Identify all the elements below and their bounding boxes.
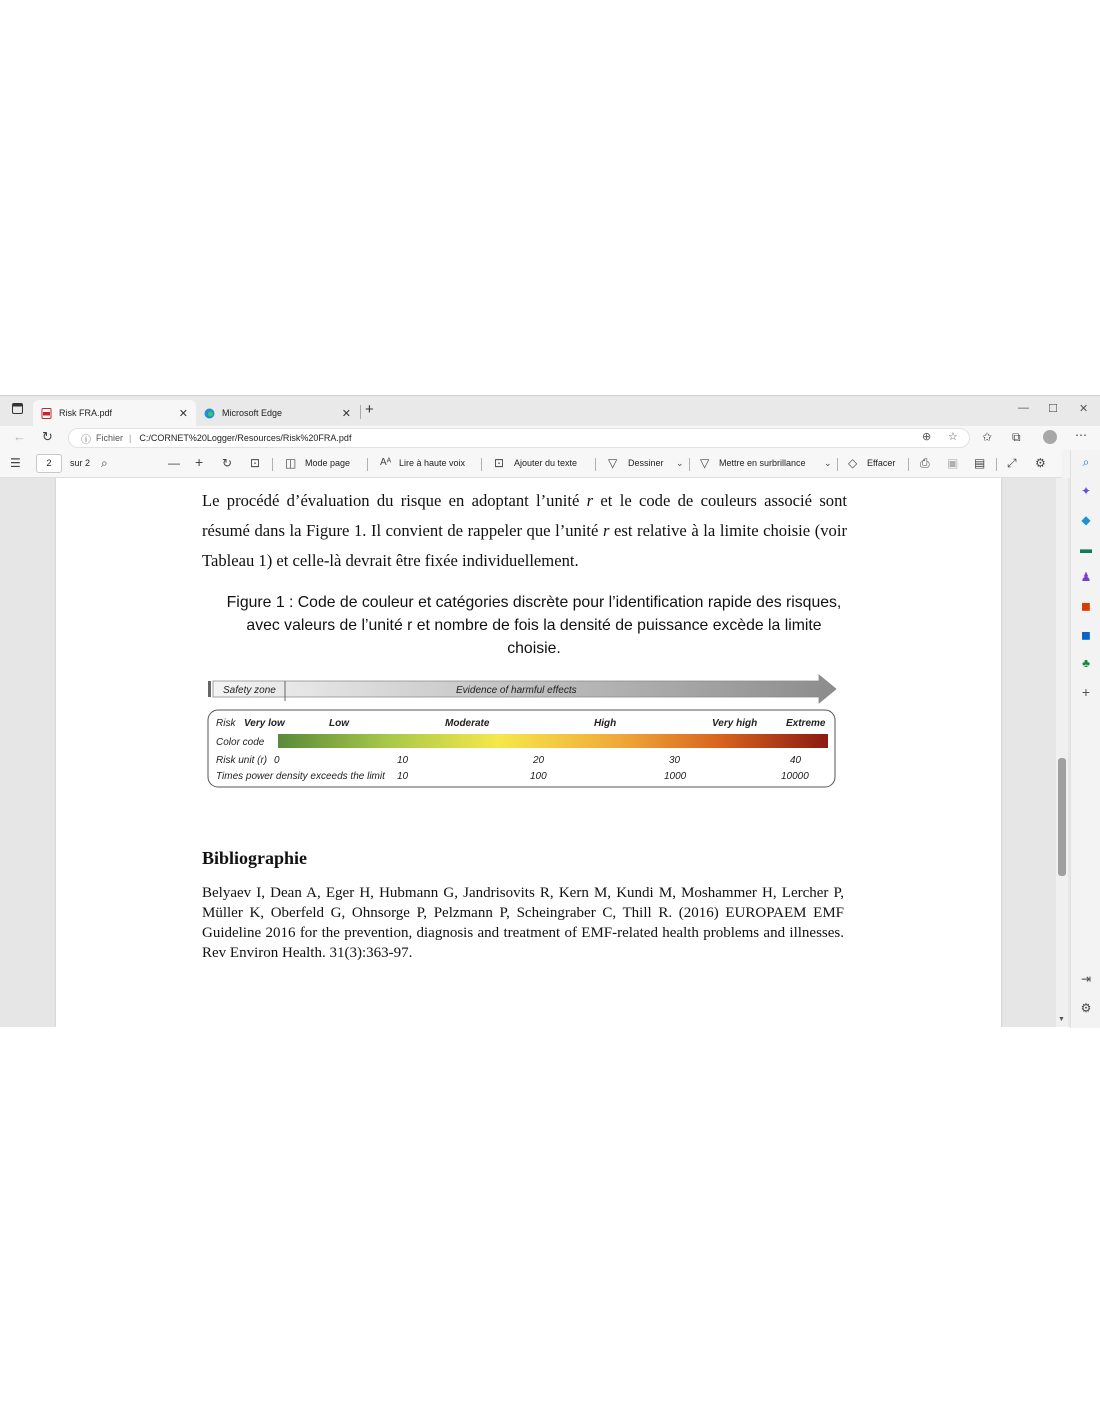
color-code-label: Color code (216, 737, 265, 748)
scheme-label: Fichier (96, 433, 124, 443)
times-exceeds-label: Times power density exceeds the limit (216, 771, 385, 782)
more-menu-icon[interactable]: ⋯ (1075, 428, 1087, 442)
evidence-label: Evidence of harmful effects (456, 685, 577, 696)
read-aloud-icon[interactable]: Aᴬ (380, 457, 392, 468)
maximize-icon[interactable]: ☐ (1048, 403, 1058, 415)
intro-paragraph: Le procédé d’évaluation du risque en adoptant l’unité r et le code de couleurs associé sont résumé dans la Figure 1. Il convient de rappeler que l’unité r est relative à la limite choisie (voir Tableau 1) et celle-là devrait être fixée individuellement. (202, 491, 847, 570)
erase-button[interactable]: Effacer (867, 458, 896, 468)
search-icon[interactable]: ⌕ (1082, 455, 1090, 469)
games-icon[interactable]: ♟ (1080, 570, 1092, 584)
unit-value: 10 (397, 755, 409, 766)
tab-microsoft-edge[interactable] (196, 400, 359, 426)
new-tab-icon[interactable]: + (365, 401, 374, 418)
page-number-input[interactable]: 2 (36, 454, 62, 473)
add-text-icon[interactable]: ⊡ (494, 456, 505, 470)
figure-caption: Figure 1 : Code de couleur et catégories discrète pour l’identification rapide des risques, avec valeurs de l’unité r et nombre de fois la densité de puissance excède la limite choisie. (226, 594, 842, 657)
url-text: C:/CORNET%20Logger/Resources/Risk%20FRA.pdf (139, 433, 352, 443)
close-tab-icon[interactable]: ✕ (341, 408, 351, 420)
draw-icon[interactable]: ▽ (608, 456, 618, 470)
tab-risk-fra[interactable] (33, 400, 196, 426)
toolbar-divider (908, 458, 909, 471)
print-icon[interactable]: ⎙ (920, 456, 930, 470)
address-bar (0, 426, 1100, 450)
sidebar-settings-icon[interactable]: ⚙ (1080, 1001, 1092, 1015)
edge-sidebar (1070, 450, 1100, 1028)
times-value: 100 (530, 771, 547, 782)
tab-title: Microsoft Edge (222, 408, 283, 418)
bibliography-entry: Belyaev I, Dean A, Eger H, Hubmann G, Jandrisovits R, Kern M, Kundi M, Moshammer H, Lercher P, Müller K, Oberfeld G, Ohnsorge P, Pelzmann P, Scheingraber C, Thill R. (2016) EUROPAEM EMF Guideline 2016 for the prevention, diagnosis and treatment of EMF-related health problems and illnesses. Rev Environ Health. 31(3):363-97. (202, 885, 844, 961)
fit-page-icon[interactable]: ⊡ (250, 456, 261, 470)
color-gradient-bar (278, 734, 828, 748)
arrow-start-bar (208, 681, 211, 697)
unit-value: 40 (790, 755, 802, 766)
draw-chevron-down-icon[interactable]: ⌄ (676, 458, 684, 468)
url-field[interactable] (68, 428, 970, 448)
scrollbar-thumb[interactable] (1058, 758, 1066, 876)
category-very-high: Very high (712, 718, 758, 729)
shopping-icon[interactable]: ◆ (1081, 513, 1091, 527)
minimize-icon[interactable]: — (1018, 402, 1029, 414)
save-icon[interactable]: ▣ (947, 456, 959, 470)
unit-value: 30 (669, 755, 681, 766)
toolbar-divider (837, 458, 838, 471)
refresh-icon[interactable]: ↻ (42, 429, 53, 444)
risk-unit-label: Risk unit (r) (216, 755, 268, 766)
bibliography-heading: Bibliographie (202, 848, 308, 868)
toolbar-divider (272, 458, 273, 471)
draw-button[interactable]: Dessiner (628, 458, 664, 468)
back-icon[interactable]: ← (13, 429, 26, 444)
times-value: 10000 (781, 771, 809, 782)
highlight-chevron-down-icon[interactable]: ⌄ (824, 458, 832, 468)
pdf-page (56, 478, 1001, 1027)
toolbar-divider (689, 458, 690, 471)
zoom-out-icon[interactable]: — (168, 456, 180, 470)
category-low: Low (329, 718, 349, 729)
times-value: 1000 (664, 771, 687, 782)
zoom-icon[interactable]: ⊕ (922, 431, 932, 443)
highlight-icon[interactable]: ▽ (700, 456, 710, 470)
mode-page-button[interactable]: Mode page (305, 458, 351, 468)
category-moderate: Moderate (445, 718, 490, 729)
safety-zone-label: Safety zone (223, 685, 276, 696)
toolbar-divider (481, 458, 482, 471)
eraser-icon[interactable]: ◇ (848, 456, 858, 470)
risk-color-figure (206, 673, 838, 793)
outlook-icon[interactable]: ◼ (1081, 628, 1091, 642)
fullscreen-icon[interactable]: ⤢ (1007, 456, 1017, 470)
tab-actions-icon[interactable] (12, 403, 23, 417)
close-window-icon[interactable]: ✕ (1079, 403, 1089, 415)
add-text-button[interactable]: Ajouter du texte (514, 458, 578, 468)
pdf-icon (41, 408, 52, 419)
scroll-down-icon[interactable]: ▼ (1058, 1016, 1065, 1023)
scheme-divider: | (129, 433, 132, 443)
highlight-button[interactable]: Mettre en surbrillance (719, 458, 806, 468)
profile-avatar[interactable] (1043, 430, 1057, 444)
search-icon[interactable]: ⌕ (101, 456, 108, 470)
add-sidebar-app-icon[interactable]: + (1081, 684, 1091, 700)
risk-row-label: Risk (216, 718, 236, 729)
times-value: 10 (397, 771, 409, 782)
toolbar-divider (996, 458, 997, 471)
category-high: High (594, 718, 617, 729)
copilot-icon[interactable]: ✦ (1080, 484, 1092, 498)
pdf-viewer[interactable] (0, 478, 1070, 1027)
favorites-icon[interactable]: ✩ (982, 430, 993, 444)
save-as-icon[interactable]: ▤ (974, 456, 986, 470)
contents-icon[interactable]: ☰ (10, 456, 21, 470)
drop-tree-icon[interactable]: ♣ (1082, 656, 1090, 670)
page-total: sur 2 (70, 458, 91, 468)
tab-title: Risk FRA.pdf (59, 408, 113, 418)
tab-divider (360, 405, 361, 419)
settings-icon[interactable]: ⚙ (1035, 456, 1046, 470)
collections-icon[interactable]: ⧉ (1012, 430, 1021, 444)
edge-logo-icon (204, 408, 215, 419)
tools-icon[interactable]: ▬ (1080, 542, 1092, 556)
zoom-in-icon[interactable]: + (195, 454, 204, 470)
unit-value: 0 (274, 755, 280, 766)
category-extreme: Extreme (786, 718, 826, 729)
unit-value: 20 (533, 755, 545, 766)
rotate-icon[interactable]: ↻ (222, 456, 233, 470)
page-view-icon[interactable]: ◫ (285, 456, 297, 470)
category-very-low: Very low (244, 718, 285, 729)
read-aloud-button[interactable]: Lire à haute voix (399, 458, 466, 468)
office-icon[interactable]: ◼ (1081, 599, 1091, 613)
tab-strip (0, 396, 1100, 426)
toolbar-divider (367, 458, 368, 471)
hide-sidebar-icon[interactable]: ⇥ (1080, 972, 1092, 986)
pdf-toolbar (0, 450, 1062, 478)
vertical-scrollbar[interactable] (1056, 478, 1068, 1027)
info-icon[interactable]: ⓘ (81, 434, 91, 446)
toolbar-divider (595, 458, 596, 471)
browser-window (0, 395, 1100, 1027)
close-tab-icon[interactable]: ✕ (178, 408, 188, 420)
add-favorite-icon[interactable]: ☆ (948, 431, 958, 443)
